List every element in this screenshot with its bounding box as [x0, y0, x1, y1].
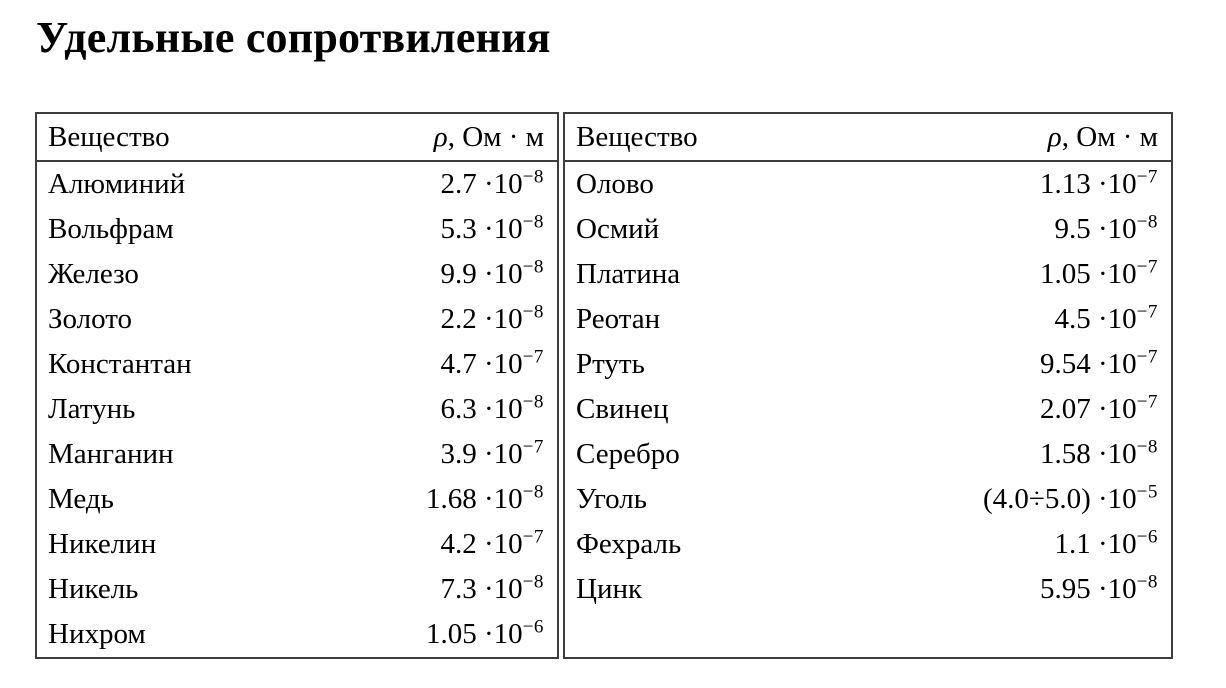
table-row	[36, 161, 558, 207]
resistivity-value: $9.54 \cdot 10^{-7}$	[1039, 346, 1158, 380]
substance-name: Медь	[48, 483, 114, 515]
page-title: Удельные сопротвиления	[36, 13, 551, 62]
substance-name: Серебро	[576, 438, 680, 470]
table-row	[564, 342, 1172, 387]
table-row	[36, 477, 558, 522]
table-row	[564, 522, 1172, 567]
resistivity-value: $1.68 \cdot 10^{-8}$	[425, 481, 544, 515]
table-row	[36, 252, 558, 297]
table-row	[564, 252, 1172, 297]
substance-name: Никель	[48, 573, 139, 605]
table-row	[36, 567, 558, 612]
substance-name: Платина	[576, 258, 681, 290]
rho-symbol: ρ	[1047, 120, 1062, 153]
table-row	[564, 432, 1172, 477]
resistivity-value: $1.05 \cdot 10^{-7}$	[1039, 256, 1158, 290]
empty-row	[564, 612, 1172, 658]
resistivity-value: $6.3 \cdot 10^{-8}$	[440, 391, 544, 425]
resistivity-value: $1.58 \cdot 10^{-8}$	[1039, 436, 1158, 470]
table-row	[36, 207, 558, 252]
rho-column-header	[371, 113, 558, 161]
substance-name: Реотан	[576, 303, 661, 335]
resistivity-value: $2.07 \cdot 10^{-7}$	[1039, 391, 1158, 425]
substance-name: Латунь	[48, 393, 136, 425]
table-row	[36, 342, 558, 387]
resistivity-value: $7.3 \cdot 10^{-8}$	[440, 571, 544, 605]
substance-name: Ртуть	[576, 348, 645, 380]
table-row	[564, 297, 1172, 342]
substance-name: Никелин	[48, 528, 157, 560]
rho-unit: , Ом · м	[447, 120, 544, 153]
resistivity-value: $5.95 \cdot 10^{-8}$	[1039, 571, 1158, 605]
substance-name: Цинк	[576, 573, 643, 605]
substance-column-header: Вещество	[564, 113, 900, 161]
resistivity-value: $4.5 \cdot 10^{-7}$	[1054, 301, 1158, 335]
substance-name: Осмий	[576, 213, 660, 245]
header-row	[36, 113, 558, 161]
table-row	[36, 297, 558, 342]
resistivity-value: $1.05 \cdot 10^{-6}$	[425, 616, 544, 650]
rho-unit: , Ом · м	[1061, 120, 1158, 153]
resistivity-value: $2.7 \cdot 10^{-8}$	[440, 166, 544, 200]
substance-name: Константан	[48, 348, 192, 380]
table-row	[564, 207, 1172, 252]
empty-cell	[564, 612, 900, 658]
table-row	[36, 612, 558, 658]
header-row	[564, 113, 1172, 161]
substance-name: Фехраль	[576, 528, 682, 560]
table-row	[564, 567, 1172, 612]
resistivity-value: $4.7 \cdot 10^{-7}$	[440, 346, 544, 380]
table-row	[564, 161, 1172, 207]
substance-name: Уголь	[576, 483, 647, 515]
resistivity-value: $1.13 \cdot 10^{-7}$	[1039, 166, 1158, 200]
resistivity-table-right	[563, 112, 1173, 659]
resistivity-value: $4.2 \cdot 10^{-7}$	[440, 526, 544, 560]
table-row	[564, 477, 1172, 522]
resistivity-value: $2.2 \cdot 10^{-8}$	[440, 301, 544, 335]
rho-symbol: ρ	[433, 120, 448, 153]
substance-name: Манганин	[48, 438, 174, 470]
empty-cell	[900, 612, 1172, 658]
resistivity-value: $3.9 \cdot 10^{-7}$	[440, 436, 544, 470]
substance-name: Свинец	[576, 393, 669, 425]
table-row	[36, 432, 558, 477]
table-row	[564, 387, 1172, 432]
substance-name: Вольфрам	[48, 213, 174, 245]
resistivity-value: $1.1 \cdot 10^{-6}$	[1054, 526, 1158, 560]
substance-column-header: Вещество	[36, 113, 371, 161]
resistivity-tables	[35, 112, 1173, 659]
rho-column-header	[900, 113, 1172, 161]
table-row	[36, 387, 558, 432]
resistivity-table-left	[35, 112, 559, 659]
substance-name: Нихром	[48, 618, 146, 650]
resistivity-value: $9.9 \cdot 10^{-8}$	[440, 256, 544, 290]
substance-name: Алюминий	[48, 168, 186, 200]
substance-name: Олово	[576, 168, 654, 200]
resistivity-value: $5.3 \cdot 10^{-8}$	[440, 211, 544, 245]
table-row	[36, 522, 558, 567]
substance-name: Золото	[48, 303, 133, 335]
substance-name: Железо	[48, 258, 139, 290]
resistivity-value: $9.5 \cdot 10^{-8}$	[1054, 211, 1158, 245]
resistivity-value: $(4.0\div 5.0) \cdot 10^{-5}$	[983, 481, 1158, 515]
